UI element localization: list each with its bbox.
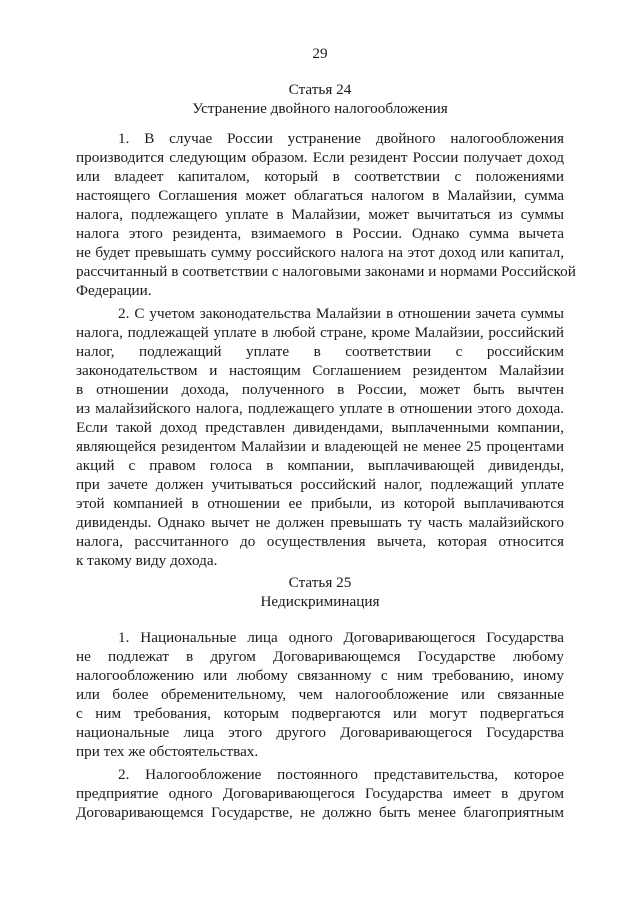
article-24-heading: Статья 24 [288,81,352,98]
article-24-p1-line: настоящего Соглашения может облагаться налогом в Малайзии, сумма [76,187,564,204]
article-24-p1-line: налога, подлежащего уплате в Малайзии, может вычитаться из суммы [76,206,564,223]
article-25-p1-line: 1. Национальные лица одного Договаривающегося Государства [118,629,564,646]
article-25-p1-line: или более обременительному, чем налогообложение или связанные [76,686,564,703]
article-24-p2-line: 2. С учетом законодательства Малайзии в отношении зачета суммы [118,305,564,322]
page-number: 29 [312,45,328,62]
article-24-p1-line: 1. В случае России устранение двойного налогообложения [118,130,564,147]
article-25-p1-line: с ним требования, которым подвергаются или могут подвергаться [76,705,564,722]
article-25-p1-line: национальные лица этого другого Договаривающегося Государства [76,724,564,741]
article-24-p2-line: налог, подлежащий уплате в соответствии с российским [76,343,564,360]
article-25-p1-line: при тех же обстоятельствах. [76,743,259,760]
article-24-p2-line: к такому виду дохода. [76,552,218,569]
article-24-p2-line: из малайзийского налога, подлежащего уплате в отношении этого дохода. [76,400,564,417]
article-24-p2-line: законодательством и настоящим Соглашением резидентом Малайзии [76,362,564,379]
article-24-p2-line: в отношении дохода, полученного в России, может быть вычтен [76,381,564,398]
article-24-p2-line: этой компанией в отношении ее прибыли, из которой выплачиваются [76,495,564,512]
article-25-p1-line: не подлежат в другом Договаривающемся Государстве любому [76,648,564,665]
article-25-p2-line: предприятие одного Договаривающегося Государства имеет в другом [76,785,564,802]
article-25-title: Недискриминация [260,593,380,610]
article-24-p1-line: рассчитанный в соответствии с налоговыми законами и нормами Российской [76,263,576,280]
article-24-p1-line: или владеет капиталом, который в соответствии с положениями [76,168,564,185]
article-24-p1-line: не будет превышать сумму российского налога на этот доход или капитал, [76,244,564,261]
article-24-p2-line: Если такой доход представлен дивидендами, выплаченными компании, [76,419,564,436]
article-25-heading: Статья 25 [288,574,352,591]
article-24-p2-line: налога, подлежащей уплате в любой стране, кроме Малайзии, российский [76,324,564,341]
article-24-title: Устранение двойного налогообложения [192,100,448,117]
article-25-p1-line: налогообложению или любому связанному с ним требованию, иному [76,667,564,684]
article-24-p2-line: являющейся резидентом Малайзии и владеющей не менее 25 процентами [76,438,564,455]
article-24-p2-line: дивиденды. Однако вычет не должен превышать ту часть малайзийского [76,514,564,531]
article-24-p2-line: акций с правом голоса в компании, выплачивающей дивиденды, [76,457,564,474]
article-24-p1-line: Федерации. [76,282,152,299]
article-24-p2-line: при зачете должен учитываться российский налог, подлежащий уплате [76,476,564,493]
article-24-p2-line: налога, рассчитанного до осуществления вычета, которая относится [76,533,564,550]
article-24-p1-line: налога этого резидента, взимаемого в России. Однако сумма вычета [76,225,564,242]
article-24-p1-line: производится следующим образом. Если резидент России получает доход [76,149,564,166]
article-25-p2-line: Договаривающемся Государстве, не должно быть менее благоприятным [76,804,564,821]
article-25-p2-line: 2. Налогообложение постоянного представительства, которое [118,766,564,783]
